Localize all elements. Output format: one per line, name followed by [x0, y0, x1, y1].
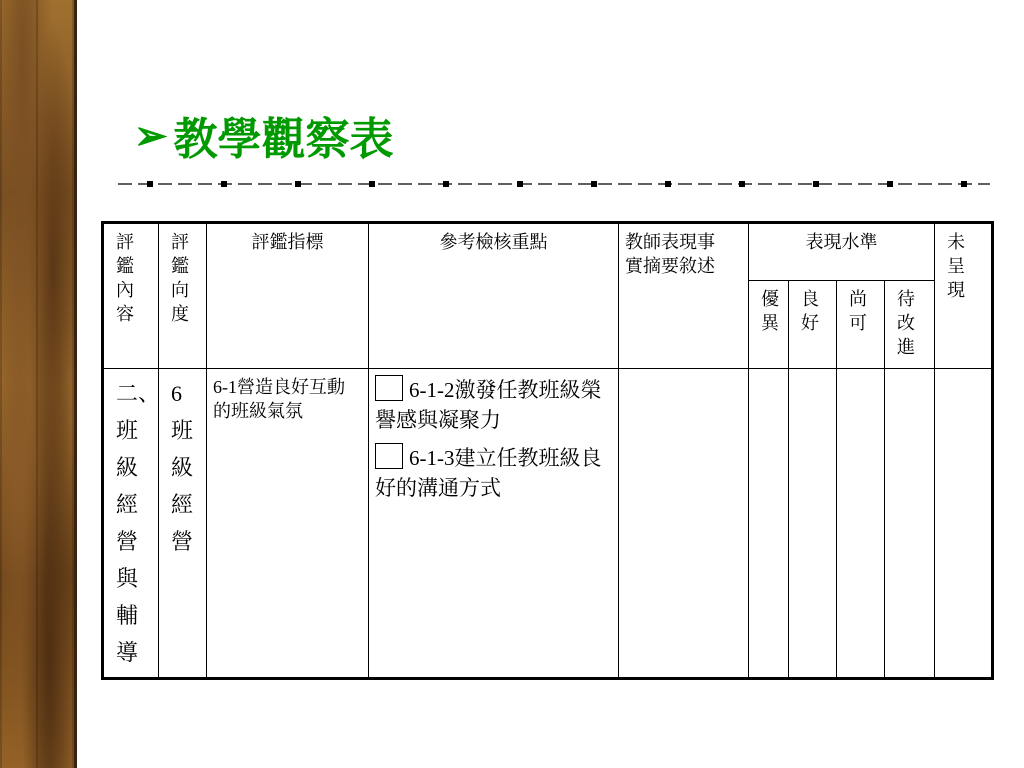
divider-marker — [591, 181, 597, 187]
decorative-sidebar — [0, 0, 76, 768]
divider-marker — [665, 181, 671, 187]
divider-marker — [739, 181, 745, 187]
divider-marker — [517, 181, 523, 187]
divider-marker — [147, 181, 153, 187]
header-checkpoints: 參考檢核重點 — [369, 223, 619, 369]
divider-marker — [369, 181, 375, 187]
table-row — [103, 369, 993, 679]
checkpoint-item: 6-1-2激發任教班級榮譽感與凝聚力 — [375, 375, 612, 435]
header-row-1 — [103, 223, 993, 281]
good-cell[interactable] — [789, 369, 837, 679]
row-dimension: 6班級經營 — [159, 369, 207, 679]
header-summary: 教師表現事實摘要敘述 — [619, 223, 749, 369]
not-shown-cell[interactable] — [935, 369, 993, 679]
divider-marker — [295, 181, 301, 187]
level-good: 良好 — [789, 281, 837, 369]
sidebar-edge — [74, 0, 77, 768]
slide-title-text: 教學觀察表 — [173, 114, 394, 165]
level-excellent: 優異 — [749, 281, 789, 369]
row-checkpoints — [369, 369, 619, 679]
summary-cell[interactable] — [619, 369, 749, 679]
header-level-group: 表現水準 — [749, 223, 935, 281]
divider-marker — [961, 181, 967, 187]
observation-table — [101, 221, 994, 680]
needs-improvement-cell[interactable] — [885, 369, 935, 679]
slide-title — [134, 100, 394, 170]
checkbox[interactable] — [375, 443, 403, 469]
row-content: 二、班級經營與輔導 — [103, 369, 159, 679]
header-content: 評鑑內容 — [103, 223, 159, 369]
decorative-divider — [118, 177, 990, 191]
arrow-bullet-icon: ➢ — [134, 111, 168, 159]
divider-marker — [221, 181, 227, 187]
level-fair: 尚可 — [837, 281, 885, 369]
header-not-shown: 未呈現 — [935, 223, 993, 369]
level-needs-improvement: 待改進 — [885, 281, 935, 369]
fair-cell[interactable] — [837, 369, 885, 679]
checkpoint-item: 6-1-3建立任教班級良好的溝通方式 — [375, 443, 612, 503]
checkbox[interactable] — [375, 375, 403, 401]
divider-marker — [443, 181, 449, 187]
header-indicator: 評鑑指標 — [207, 223, 369, 369]
row-indicator: 6-1營造良好互動的班級氣氛 — [207, 369, 369, 679]
header-dimension: 評鑑向度 — [159, 223, 207, 369]
divider-marker — [813, 181, 819, 187]
excellent-cell[interactable] — [749, 369, 789, 679]
divider-marker — [887, 181, 893, 187]
